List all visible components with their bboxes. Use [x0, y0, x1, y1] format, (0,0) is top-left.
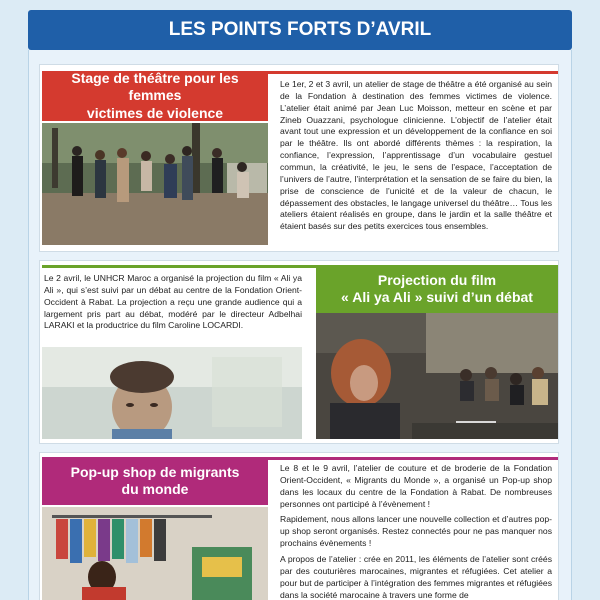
section-theatre-rule — [268, 71, 558, 74]
section-film-title-line2: « Ali ya Ali » suivi d’un débat — [341, 289, 533, 305]
popup-shop-photo — [42, 507, 268, 600]
section-film-rule — [42, 265, 316, 268]
section-popup-title-line2: du monde — [121, 481, 189, 497]
newsletter-page — [28, 50, 572, 600]
film-debate-photo — [316, 313, 558, 439]
section-theatre-paragraph: Le 1er, 2 et 3 avril, un atelier de stage de théâtre a été organisé au sein de la Fondation à destination des femmes victimes de violence. L’atelier était animé par Jean Luc Moisson, metteur en scène et par Zineb Ouazzani, psychologue clinicienne. L’objectif de l’atelier était avant tout une expression et un développement de la confiance en soi par le théâtre. Ils ont abordé différents thèmes : la respiration, la confiance, l’expression, l’apprentissage d’un vocabulaire gestuel commun, la créativité, le jeu, le sens de l’espace, l’acceptation de l’univers de l’autre, l’interprétation et la sensation de se faire du bien, la prise de conscience de l’unicité et de la valeur de chacun, le dépassement des obstacles, le langage universel du théâtre… Tous les ateliers étaient réalisés en groupe, dans le jardin et la salle théâtre et étaient basés sur des petits exercices tous ensembles. — [280, 79, 552, 232]
section-film-paragraph: Le 2 avril, le UNHCR Maroc a organisé la projection du film « Ali ya Ali », qui s’est suivi par un débat au centre de la Fondation Orient-Occident à Rabat. La projection a reçu une grande audience qui a largement pris part au débat, modéré par le directeur Adbelhai LARAKI et la productrice du film Caroline LOCARDI. — [44, 273, 302, 331]
section-theatre-text — [280, 79, 552, 237]
section-film-title-line1: Projection du film — [377, 271, 497, 288]
section-theatre-title — [42, 71, 268, 121]
section-popup — [39, 452, 559, 600]
section-popup-paragraph-1: Le 8 et le 9 avril, l’atelier de couture et de broderie de la Fondation Orient-Occident, « Migrants du Monde », a organisé un Pop-up shop dans les locaux du centre de la Fondation à Rabat. De nombreuses personnes ont participé à l’évènement ! — [280, 463, 552, 509]
section-popup-text — [280, 463, 552, 600]
section-theatre — [39, 64, 559, 252]
section-film — [39, 260, 559, 444]
section-film-title — [316, 265, 558, 313]
theatre-photo — [42, 123, 268, 245]
page-title: LES POINTS FORTS D’AVRIL — [168, 19, 432, 40]
section-film-text — [44, 273, 302, 336]
section-popup-title-line1: Pop-up shop de migrants — [70, 463, 240, 480]
section-theatre-title-line1: Stage de théâtre pour les femmes — [71, 69, 239, 104]
section-theatre-title-line2: victimes de violence — [86, 104, 224, 121]
film-child-photo — [42, 347, 302, 439]
section-popup-title — [42, 457, 268, 505]
section-popup-rule — [268, 457, 558, 460]
section-popup-paragraph-2: Rapidement, nous allons lancer une nouvelle collection et d’autres pop-up shop seront organisés. Restez connectés pour ne pas manquer nos prochains évènements ! — [280, 514, 552, 549]
page-title-banner — [28, 10, 572, 50]
section-popup-paragraph-3: A propos de l’atelier : crée en 2011, les éléments de l’atelier sont créés par des couturières marocaines, migrantes et réfugiées. Cet atelier a pour but de participer à l’intégration des femmes migrantes et réfugiées dans la société marocaine à travers une forme de — [280, 554, 552, 600]
